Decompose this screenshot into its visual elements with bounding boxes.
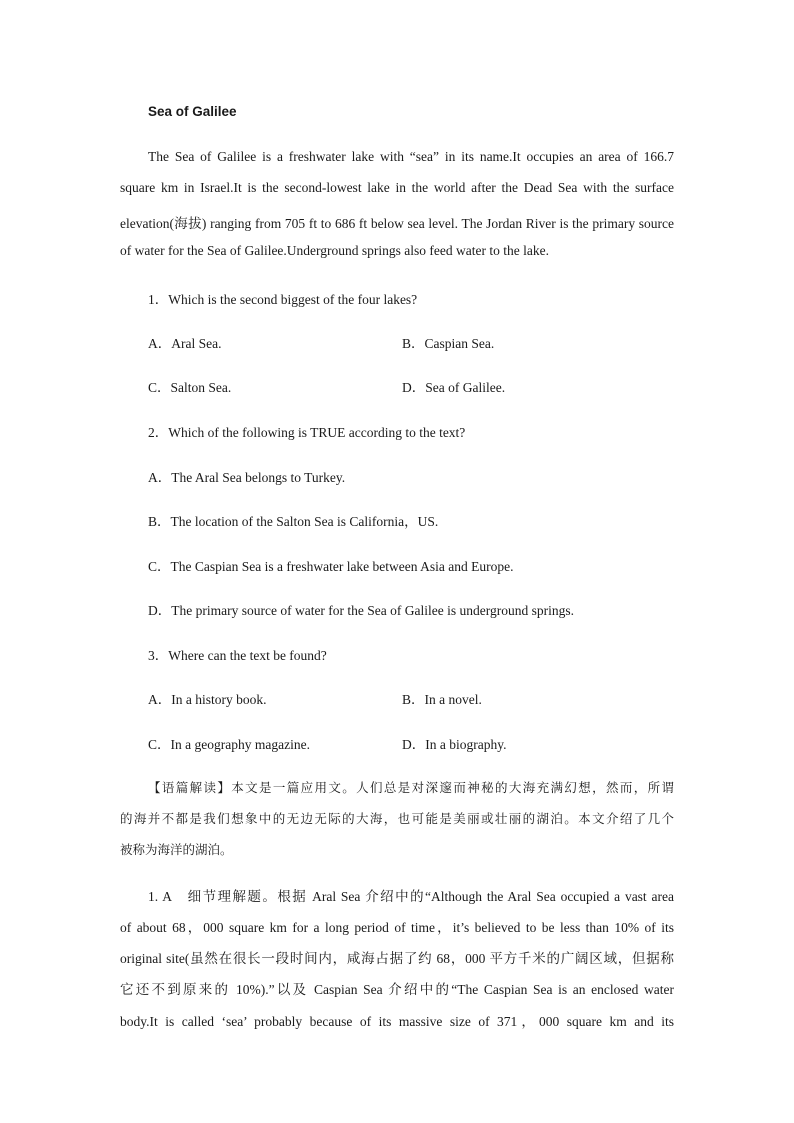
passage-line-1: The Sea of Galilee is a freshwater lake with “sea” in its name.It occupies an area of 166.7 [148, 149, 674, 164]
question-3-stem: 3．Where can the text be found? [148, 648, 327, 663]
question-2-stem: 2．Which of the following is TRUE according to the text? [148, 425, 466, 440]
analysis-line-1: 【语篇解读】本文是一篇应用文。人们总是对深邃而神秘的大海充满幻想，然而，所谓 [148, 780, 674, 795]
analysis-line-3: 被称为海洋的湖泊。 [120, 842, 233, 857]
question-2-option-c: C．The Caspian Sea is a freshwater lake between Asia and Europe. [148, 559, 514, 574]
section-title: Sea of Galilee [148, 104, 237, 119]
question-1-stem: 1．Which is the second biggest of the four lakes? [148, 292, 418, 307]
answer-line-2: of about 68，000 square km for a long period of time，it’s believed to be less than 10% of its [120, 920, 674, 935]
question-3-option-a: A．In a history book. [148, 692, 267, 707]
passage-line-3: elevation(海拔) ranging from 705 ft to 686 ft below sea level. The Jordan River is the primary source [120, 216, 674, 231]
passage-line-2: square km in Israel.It is the second-lowest lake in the world after the Dead Sea with the surface [120, 180, 674, 195]
question-3-option-b: B．In a novel. [402, 692, 482, 707]
question-3-option-d: D．In a biography. [402, 737, 507, 752]
question-3-option-c: C．In a geography magazine. [148, 737, 310, 752]
question-1-option-a: A．Aral Sea. [148, 336, 222, 351]
question-2-option-a: A．The Aral Sea belongs to Turkey. [148, 470, 346, 485]
question-2-option-b: B．The location of the Salton Sea is California，US. [148, 514, 439, 529]
passage-line-4: of water for the Sea of Galilee.Underground springs also feed water to the lake. [120, 243, 549, 258]
answer-line-3: original site(虽然在很长一段时间内，咸海占据了约 68，000 平方千米的广阔区域，但据称 [120, 951, 674, 966]
analysis-line-2: 的海并不都是我们想象中的无边无际的大海，也可能是美丽或壮丽的湖泊。本文介绍了几个 [120, 811, 674, 826]
question-1-option-b: B．Caspian Sea. [402, 336, 495, 351]
question-1-option-d: D．Sea of Galilee. [402, 380, 506, 395]
answer-line-4: 它还不到原来的 10%).”以及 Caspian Sea 介绍中的“The Caspian Sea is an enclosed water [120, 982, 674, 997]
question-1-option-c: C．Salton Sea. [148, 380, 232, 395]
answer-line-5: body.It is called ‘sea’ probably because of its massive size of 371，000 square km and its [120, 1014, 674, 1029]
answer-line-1: 1. A 细节理解题。根据 Aral Sea 介绍中的“Although the Aral Sea occupied a vast area [148, 889, 674, 904]
question-2-option-d: D．The primary source of water for the Sea of Galilee is underground springs. [148, 603, 575, 618]
